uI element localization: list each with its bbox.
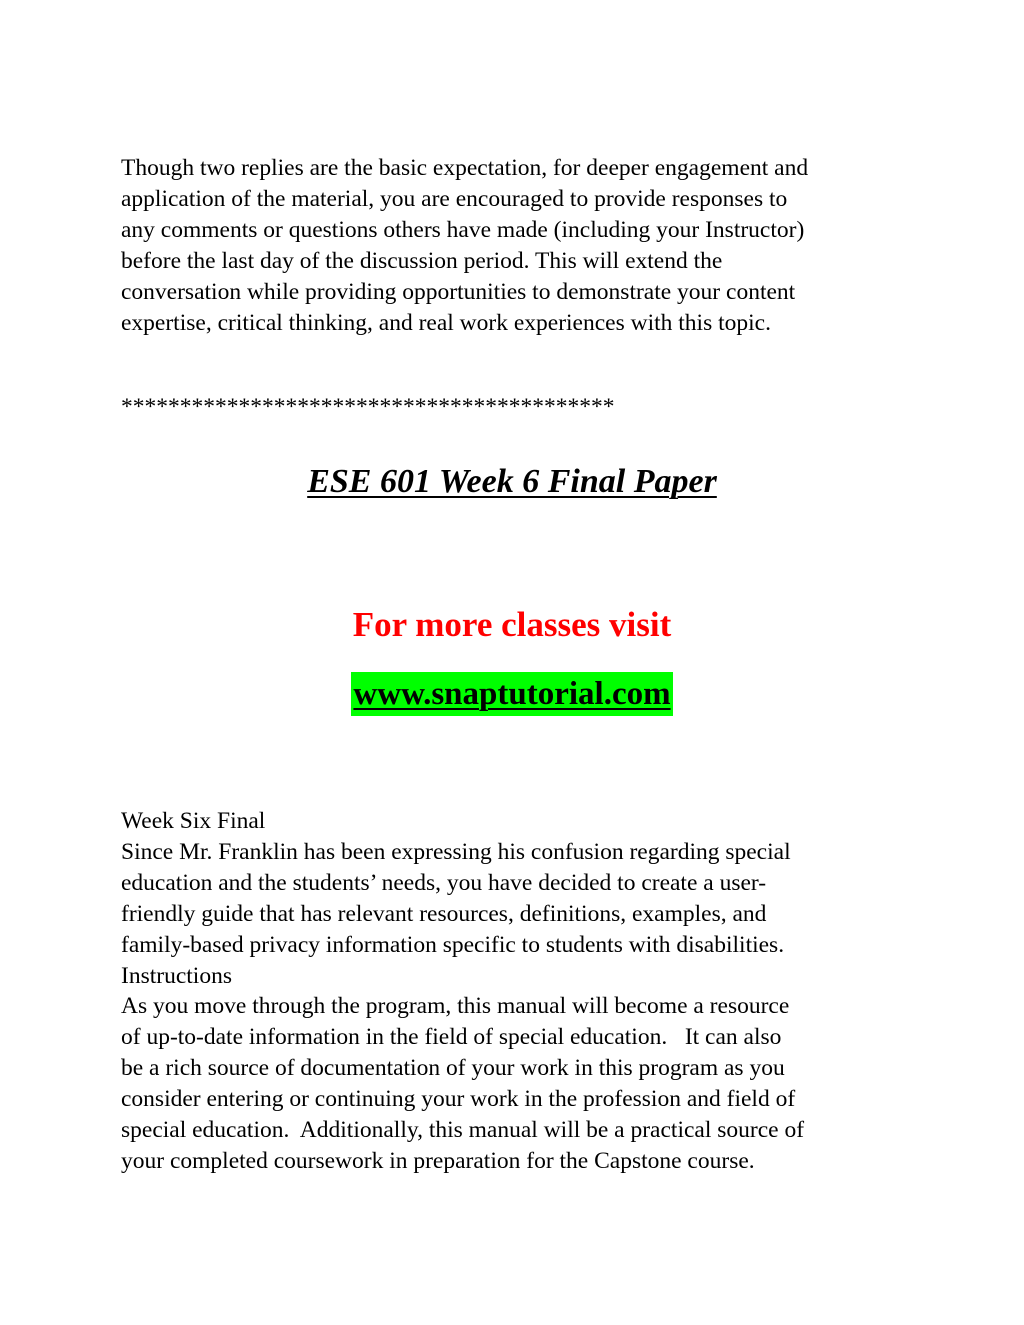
intro-line: expertise, critical thinking, and real work experiences with this topic. xyxy=(121,309,771,336)
intro-line: application of the material, you are encouraged to provide responses to xyxy=(121,185,788,212)
section-heading-week-six-final: Week Six Final xyxy=(121,808,266,834)
body-line: As you move through the program, this manual will become a resource xyxy=(121,993,790,1020)
document-title: ESE 601 Week 6 Final Paper xyxy=(307,463,717,500)
section-heading-instructions: Instructions xyxy=(121,962,232,989)
body-line: be a rich source of documentation of your work in this program as you xyxy=(121,1055,785,1082)
intro-line: Though two replies are the basic expectation, for deeper engagement and xyxy=(121,155,809,181)
body-line: family-based privacy information specific to students with disabilities. xyxy=(121,931,785,958)
body-line: consider entering or continuing your work in the profession and field of xyxy=(121,1086,796,1113)
promo-link[interactable]: www.snaptutorial.com xyxy=(351,672,672,716)
intro-line: before the last day of the discussion period. This will extend the xyxy=(121,247,723,274)
assignment-body xyxy=(121,806,921,1177)
promo-text: For more classes visit xyxy=(352,605,672,644)
promo-link-container xyxy=(0,672,1024,716)
body-line: of up-to-date information in the field of special education. It can also xyxy=(121,1024,782,1051)
separator-stars: ****************************************** xyxy=(121,394,615,420)
intro-paragraph xyxy=(121,153,921,338)
body-line: friendly guide that has relevant resources, definitions, examples, and xyxy=(121,900,767,927)
intro-line: any comments or questions others have made (including your Instructor) xyxy=(121,216,805,243)
body-line: special education. Additionally, this manual will be a practical source of xyxy=(121,1117,805,1144)
body-line: education and the students’ needs, you have decided to create a user- xyxy=(121,869,767,896)
intro-line: conversation while providing opportunities to demonstrate your content xyxy=(121,278,796,305)
body-line: your completed coursework in preparation for the Capstone course. xyxy=(121,1147,755,1174)
body-line: Since Mr. Franklin has been expressing his confusion regarding special xyxy=(121,838,791,865)
